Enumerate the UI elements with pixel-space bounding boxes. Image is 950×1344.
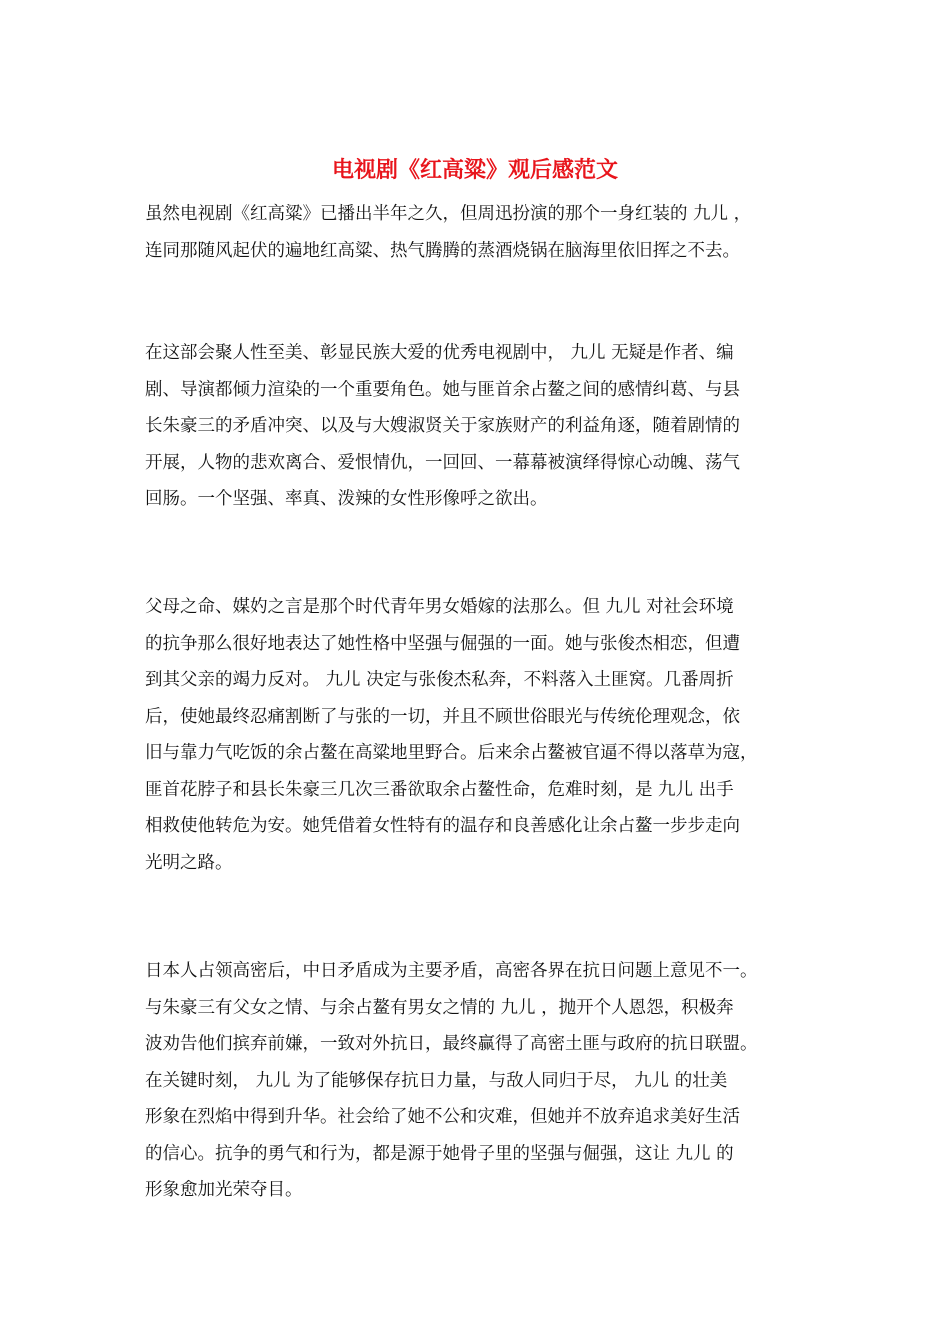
paragraph-4 <box>145 953 825 1209</box>
text-line: 相救使他转危为安。她凭借着女性特有的温存和良善感化让余占鳌一步步走向 <box>145 816 740 836</box>
text-line: 日本人占领高密后，中日矛盾成为主要矛盾，高密各界在抗日问题上意见不一。 <box>145 961 758 981</box>
text-line: 在关键时刻， 九儿 为了能够保存抗日力量，与敌人同归于尽， 九儿 的壮美 <box>145 1070 728 1091</box>
paragraph-1 <box>145 196 825 269</box>
text-line: 形象在烈焰中得到升华。社会给了她不公和灾难，但她并不放弃追求美好生活 <box>145 1107 740 1127</box>
text-line: 到其父亲的竭力反对。 九儿 决定与张俊杰私奔，不料落入土匪窝。几番周折 <box>145 670 734 690</box>
text-line: 形象愈加光荣夺目。 <box>145 1180 303 1200</box>
text-line: 长朱豪三的矛盾冲突、以及与大嫂淑贤关于家族财产的利益角逐，随着剧情的 <box>145 416 740 436</box>
text-line: 的信心。抗争的勇气和行为，都是源于她骨子里的坚强与倔强，这让 九儿 的 <box>145 1143 734 1164</box>
paragraph-3 <box>145 589 825 881</box>
text-line: 在这部会聚人性至美、彰显民族大爱的优秀电视剧中， 九儿 无疑是作者、编 <box>145 343 734 363</box>
text-line: 剧、导演都倾力渲染的一个重要角色。她与匪首余占鳌之间的感情纠葛、与县 <box>145 379 740 400</box>
text-line: 回肠。一个坚强、率真、泼辣的女性形像呼之欲出。 <box>145 489 548 509</box>
text-line: 旧与靠力气吃饭的余占鳌在高粱地里野合。后来余占鳌被官逼不得以落草为寇， <box>145 743 758 763</box>
text-line: 的抗争那么很好地表达了她性格中坚强与倔强的一面。她与张俊杰相恋，但遭 <box>145 633 740 654</box>
text-line: 父母之命、媒妁之言是那个时代青年男女婚嫁的法那么。但 九儿 对社会环境 <box>145 597 734 617</box>
text-line: 与朱豪三有父女之情、与余占鳌有男女之情的 九儿 ，抛开个人恩怨，积极奔 <box>145 997 734 1018</box>
text-line: 波劝告他们摈弃前嫌，一致对外抗日，最终赢得了高密土匪与政府的抗日联盟。 <box>145 1034 758 1054</box>
paragraph-2 <box>145 335 825 518</box>
document-title: 电视剧《红高粱》观后感范文 <box>331 157 618 183</box>
text-line: 连同那随风起伏的遍地红高粱、热气腾腾的蒸酒烧锅在脑海里依旧挥之不去。 <box>145 240 740 261</box>
text-line: 虽然电视剧《红高粱》已播出半年之久，但周迅扮演的那个一身红装的 九儿 ， <box>145 204 752 224</box>
text-line: 光明之路。 <box>145 852 233 873</box>
text-line: 开展，人物的悲欢离合、爱恨情仇，一回回、一幕幕被演绎得惊心动魄、荡气 <box>145 452 740 473</box>
text-line: 后，使她最终忍痛割断了与张的一切，并且不顾世俗眼光与传统伦理观念，依 <box>145 706 740 727</box>
text-line: 匪首花脖子和县长朱豪三几次三番欲取余占鳌性命，危难时刻，是 九儿 出手 <box>145 779 734 800</box>
